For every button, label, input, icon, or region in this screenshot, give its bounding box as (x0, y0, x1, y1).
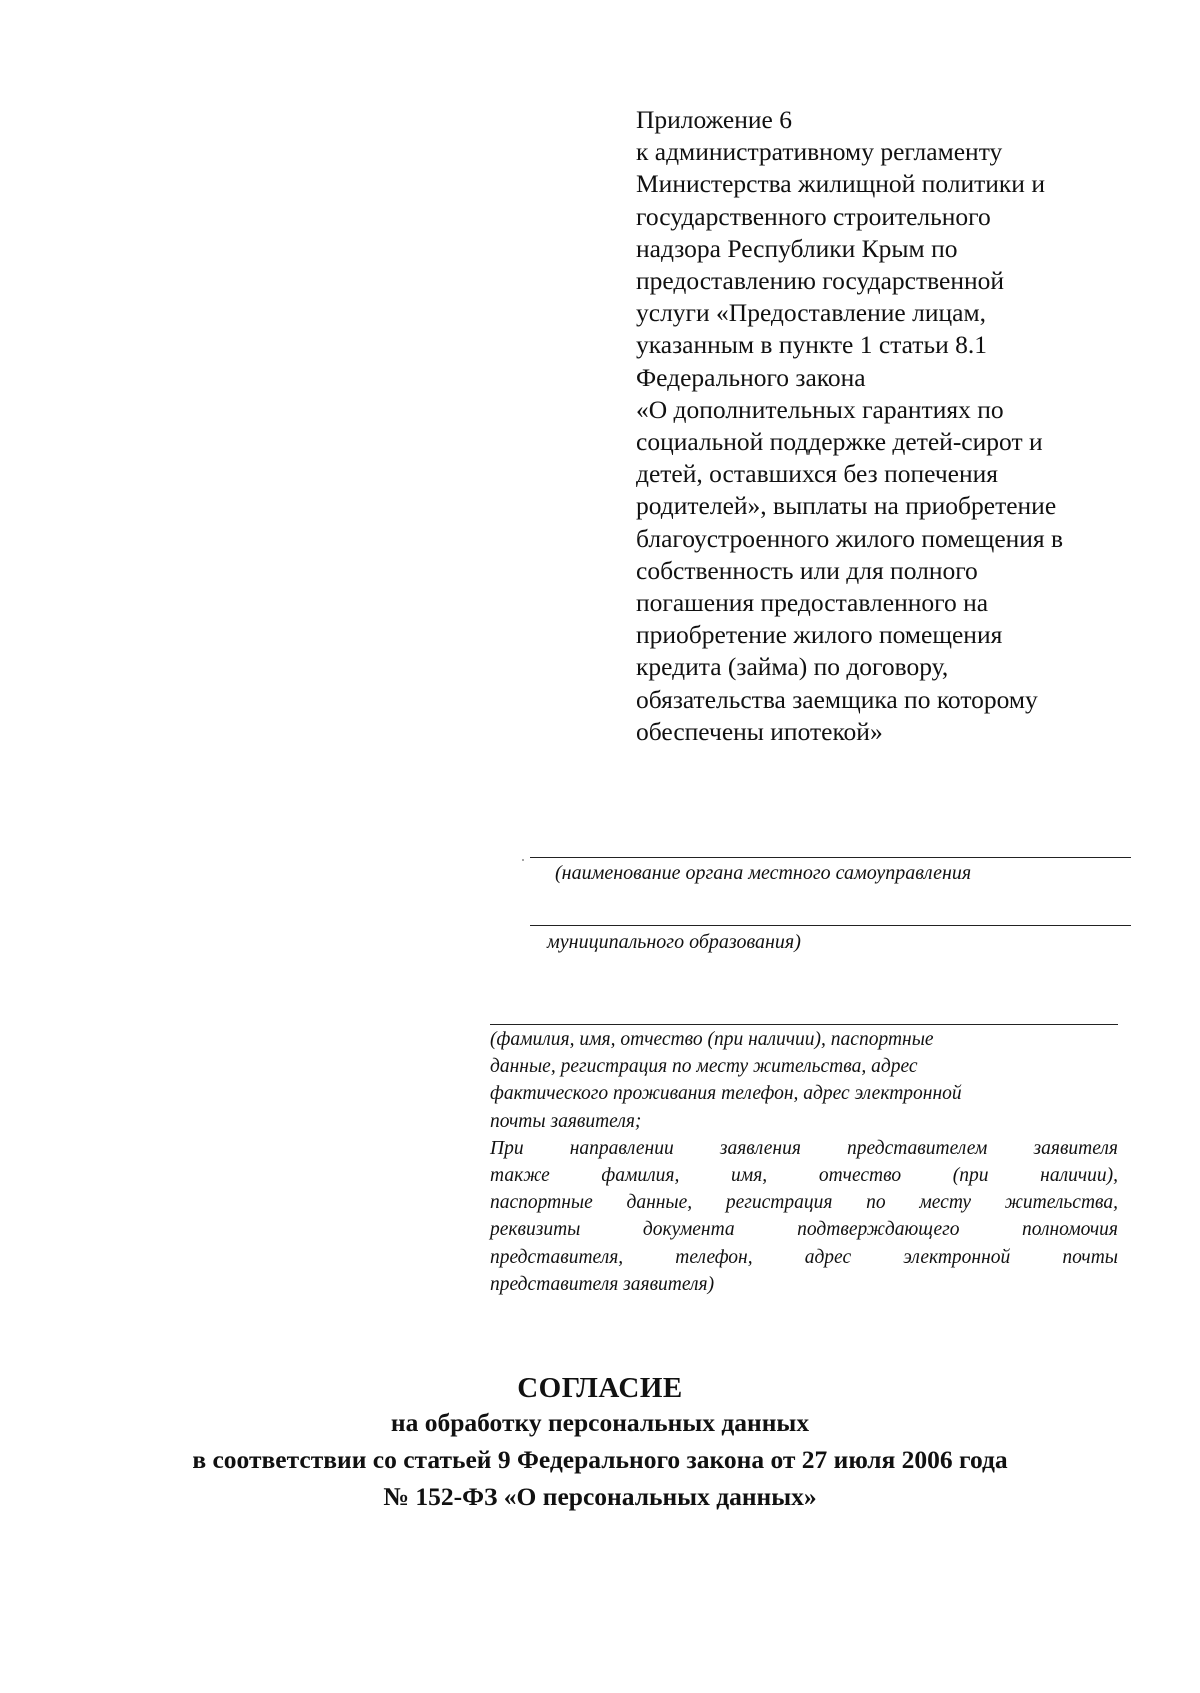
representative-caption-line: реквизиты документа подтверждающего полномочия (490, 1219, 1118, 1241)
appendix-line: Приложение 6 (636, 105, 792, 134)
appendix-line: указанным в пункте 1 статьи 8.1 (636, 330, 987, 360)
appendix-line: «О дополнительных гарантиях по (636, 394, 1004, 424)
document-title: СОГЛАСИЕ (517, 1372, 683, 1404)
appendix-line: кредита (займа) по договору, (636, 652, 949, 682)
appendix-line: приобретение жилого помещения (636, 620, 1003, 650)
applicant-caption (490, 1026, 1118, 1298)
applicant-caption-line: (фамилия, имя, отчество (при наличии), паспортные (490, 1029, 934, 1050)
document-subtitle-3: № 152-ФЗ «О персональных данных» (383, 1482, 817, 1511)
appendix-line: благоустроенного жилого помещения в (636, 523, 1064, 553)
appendix-line: обеспечены ипотекой» (636, 716, 883, 746)
appendix-line: предоставлению государственной (636, 266, 1005, 296)
representative-caption-line: представителя, телефон, адрес электронной почты (490, 1246, 1118, 1268)
authority-caption-2: муниципального образования) (547, 931, 801, 953)
appendix-line: к административному регламенту (636, 137, 1003, 167)
appendix-line: родителей», выплаты на приобретение (636, 491, 1057, 521)
appendix-line: социальной поддержке детей-сирот и (636, 427, 1043, 457)
appendix-line: собственность или для полного (636, 555, 978, 585)
authority-caption-1: (наименование органа местного самоуправления (555, 862, 972, 884)
scan-speck (522, 859, 524, 861)
applicant-caption-line: данные, регистрация по месту жительства, адрес (490, 1056, 918, 1078)
applicant-caption-line: фактического проживания телефон, адрес электронной (490, 1083, 962, 1105)
appendix-header (636, 104, 1156, 748)
document-subtitle-1: на обработку персональных данных (390, 1408, 810, 1437)
appendix-line: надзора Республики Крым по (636, 233, 958, 263)
applicant-caption-line: почты заявителя; (490, 1110, 642, 1132)
document-subtitle-2: в соответствии со статьей 9 Федерального закона от 27 июля 2006 года (192, 1445, 1008, 1474)
authority-name-line-1[interactable] (530, 857, 1131, 858)
appendix-line: услуги «Предоставление лицам, (636, 298, 986, 328)
appendix-line: погашения предоставленного на (636, 588, 989, 618)
appendix-line: Федерального закона (636, 362, 866, 392)
representative-caption-line: При направлении заявления представителем заявителя (490, 1137, 1118, 1159)
representative-caption-line: паспортные данные, регистрация по месту жительства, (490, 1192, 1118, 1214)
representative-caption-line: также фамилия, имя, отчество (при наличии), (490, 1165, 1118, 1187)
applicant-line[interactable] (490, 1024, 1118, 1025)
appendix-line: обязательства заемщика по которому (636, 684, 1038, 714)
appendix-line: детей, оставшихся без попечения (636, 459, 998, 489)
authority-name-line-2[interactable] (530, 925, 1131, 926)
appendix-line: Министерства жилищной политики и (636, 169, 1045, 199)
appendix-line: государственного строительного (636, 201, 991, 231)
representative-caption-line: представителя заявителя) (490, 1273, 715, 1295)
